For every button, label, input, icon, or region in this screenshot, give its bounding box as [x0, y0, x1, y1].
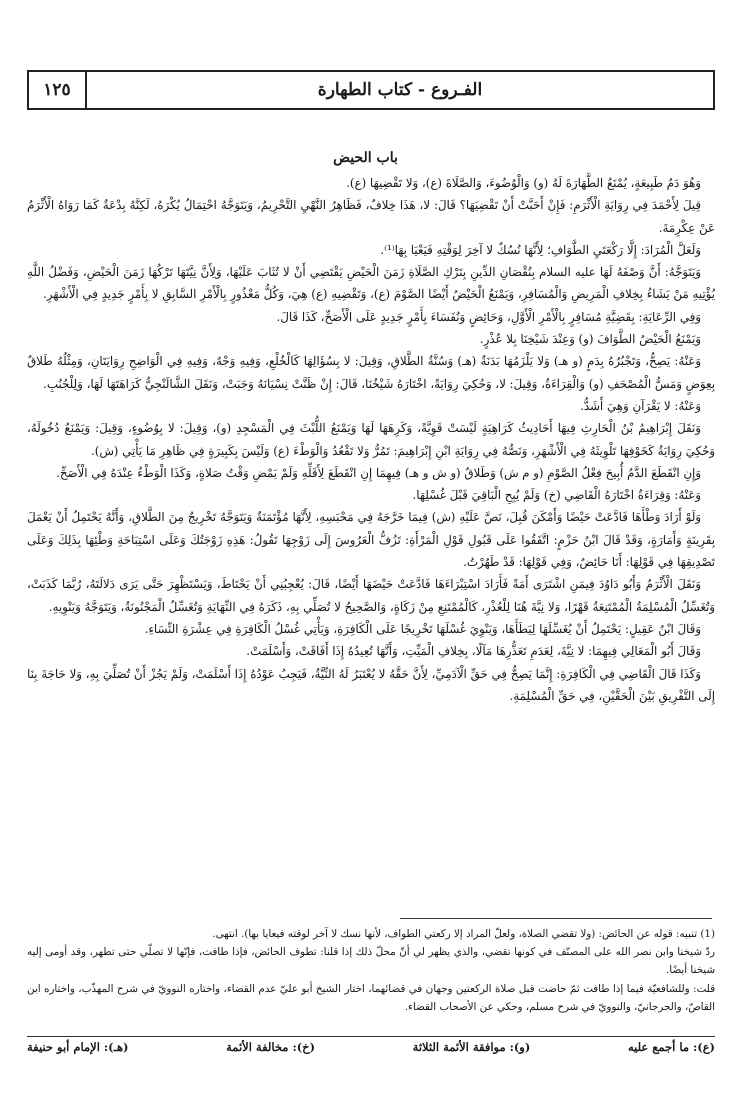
paragraph: قِيلَ لِأَحْمَدَ فِي رِوَايَةِ الْأَثْرَمِ: فَإِنْ أَحَبَّتْ أَنْ تَقْضِيَهَا؟ قَالَ: لا، هَذَا خِلافٌ، فَظَاهِرُ النَّهْيِ التَّحْرِيمُ، وَيَتَوَجَّهُ احْتِمَالُ يُكْرَهُ، لَكِنَّهُ بِدْعَةٌ كَمَا رَوَاهُ الْأَثْرَمُ عَنْ عِكْرِمَةَ.: [27, 198, 715, 235]
chapter-title: باب الحيض: [333, 150, 398, 166]
paragraph: وَعَنْهُ: وَقِرَاءَةٌ اخْتَارَهُ الْقَاضِي (خ) وَلَمْ يُبِحِ الْبَاقِيَ قَبْلَ غُسْلِهَا.: [412, 488, 701, 503]
paragraph: وَعَنْهُ: لا يَقْرَآنِ وَهِيَ أَشَدُّ.: [580, 398, 701, 413]
paragraph: وَلَوْ أَرَادَ وَطْأَهَا فَادَّعَتْ حَيْضًا وَأَمْكَنَ قُبِلَ، نَصَّ عَلَيْهِ (ش) فِيمَا خَرَّجَهُ فِي مَحْبَسِهِ، لِأَنَّهَا مُؤْتَمَنَةٌ وَيَتَوَجَّهُ تَخْرِيجٌ مِنَ الطَّلاقِ، وَأَنَّهُ يَحْتَمِلُ أَنْ يَعْمَلَ بِقَرِينَةٍ وَأَمَارَةٍ، وَقَدْ قَالَ ابْنُ حَزْمٍ: اتَّفَقُوا عَلَى قَبُولِ قَوْلِ الْمَرْأَةِ: تَزُفُّ الْعَرُوسَ إِلَى زَوْجِهَا تَقُولُ: هَذِهِ زَوْجَتُكَ وَعَلَى اسْتِبَاحَةِ وَطْئِهَا بِذَلِكَ وَعَلَى تَصْدِيقِهَا فِي قَوْلِهَا: أَنَا حَائِضٌ، وَفِي قَوْلِهَا: قَدْ طَهُرْتُ.: [27, 510, 715, 570]
paragraph: وَكَذَا قَالَ الْقَاضِي فِي الْكَافِرَةِ: إِنَّمَا يَصِحُّ فِي حَقِّ الْآدَمِيِّ، لِأَنَّ حَقَّهُ لا يُعْتَبَرُ لَهُ النِّيَّةُ، فَيَجِبُ عَوْدُهُ إِذَا أَسْلَمَتْ، وَلَمْ يَجُزْ أَنْ تُصَلِّيَ بِهِ، وَلا حَاجَةَ بِنَا إِلَى التَّفْرِيقِ بَيْنَ الْحَقَّيْنِ، فِي حَقِّ الْمُسْلِمَةِ.: [27, 666, 715, 703]
paragraph: وَيَمْنَعُ الْحَيْضُ الطَّوَافَ (و) وَعِنْدَ شَيْخِنَا بِلا عُذْرٍ.: [479, 332, 701, 347]
legend-item: (و): موافقة الأئمة الثلاثة: [412, 1040, 531, 1054]
paragraph: وَقَالَ أَبُو الْمَعَالِي فِيهِمَا: لا نِيَّةَ، لِعَدَمِ تَعَذُّرِهَا مَآلًا، بِخِلافِ الْمَيِّتِ، وَأَنَّهَا تُعِيدُهُ إِذَا أَفَاقَتْ، وَأَسْلَمَتْ.: [246, 644, 701, 659]
legend-item: (هـ): الإمام أبو حنيفة: [27, 1040, 129, 1054]
footnote: قلت: وللشافعيّة فيما إذا طافت ثمّ حاضت قبل صلاة الركعتين وجهان في قضائهما، اختار الشيخ أبو عليّ عدم القضاء، واختاره النوويّ في شرح المهذّب، واختاره ابن القاصّ، والجرجانيّ، والنوويّ في شرح مسلم، وحكي عن الأصحاب القضاء.: [27, 982, 715, 1013]
symbol-legend: [27, 1040, 715, 1054]
footnotes: [27, 925, 715, 1033]
paragraph: وَلَعَلَّ الْمُرَادَ: إِلَّا رَكْعَتَيِ الطَّوَافِ؛ لِأَنَّهَا نُسُكٌ لا آخِرَ لِوَقْتِهِ فَيَعْيَا بِهَا⁽¹⁾.: [380, 242, 701, 257]
legend-divider: [27, 1036, 715, 1037]
paragraph: وَيَتَوَجَّهُ: أَنَّ وَصْفَهُ لَهَا عليه السلام بِنُقْصَانِ الدِّينِ بِتَرْكِ الصَّلَاةِ زَمَنَ الْحَيْضِ يَقْتَضِي أَنْ لا تُثَابَ عَلَيْهَا، وَلِأَنَّ نِيَّتَهَا تَرْكُهَا زَمَنَ الْحَيْضِ، وَفَضْلُ اللَّهِ يُؤْتِيهِ مَنْ يَشَاءُ بِخِلافِ الْمَرِيضِ وَالْمُسَافِرِ، وَيَمْنَعُ الْحَيْضُ أَيْضًا الصَّوْمَ (ع)، وَتَقْضِيهِ (ع) هِيَ، وَكُلُّ مَعْذُورٍ بِالْأَمْرِ السَّابِقِ لا بِأَمْرٍ جَدِيدٍ فِي الْأَشْهَرِ.: [27, 265, 715, 302]
running-header: [27, 70, 715, 110]
paragraph: وَإِنِ انْقَطَعَ الدَّمُ أُبِيحَ فِعْلُ الصَّوْمِ (و م ش) وَطَلاقٌ (و ش و هـ) فِيهِمَا إِنِ انْقَطَعَ لِأَقَلِّهِ وَلَمْ يَمْضِ وَقْتُ صَلاةٍ، وَكَذَا الْوَطْءُ عِنْدَهُ فِي الْأَصَحِّ.: [56, 465, 701, 480]
paragraph: وَهُوَ دَمُ طَبِيعَةٍ، يُمْنَعُ الطَّهَارَةَ لَهُ (و) وَالْوُضُوءَ، وَالصَّلَاةَ (ع)، وَلا تَقْضِيهَا (ع).: [346, 176, 701, 190]
main-text: [27, 172, 715, 907]
footnote: ردّ شيخنا وابن نصر الله على المصنّف في كونها تقضي، والذي يظهر لي أنّ محلّ ذلك إذا قلنا: تطوف الحائض، فإذا طافت، فإنّها لا تصلّي حتى تطهر، وقد أومى إليه شيخنا أيضًا.: [27, 946, 715, 977]
header-title: الفـروع - كتاب الطهارة: [317, 80, 483, 100]
footnote-divider: [400, 918, 712, 919]
paragraph: وَنَقَلَ الْأَثْرَمُ وَأَبُو دَاوُدَ فِيمَنِ اشْتَرَى أَمَةً فَأَرَادَ اسْتِبْرَاءَهَا فَادَّعَتْ حَيْضَهَا أَيْضًا، قَالَ: يُعْجِبُنِي أَنْ يَحْتَاطَ، وَيَسْتَظْهِرَ حَتَّى يَرَى دَلالَتَهُ، رُبَّمَا كَذَبَتْ، وَتُغَسِّلُ الْمُسْلِمَةُ الْمُمْتَنِعَةُ قَهْرًا، وَلا نِيَّةَ هُنَا لِلْعُذْرِ، كَالْمُمْتَنِعِ مِنْ زَكَاةٍ، وَالصَّحِيحُ لا تُصَلِّي بِهِ، ذَكَرَهُ فِي النِّهَايَةِ وَتُغَسِّلُ الْمَجْنُونَةُ، وَيَتَوَجَّهُ وَيَنْوِيهِ.: [27, 577, 715, 614]
legend-item: (خ): مخالفة الأئمة: [226, 1040, 316, 1054]
footnote: (1) تنبيه: قوله عن الحائض: (ولا تقضي الصلاة، ولعلّ المراد إلا ركعتي الطواف، لأنها نسك لا آخر لوقته فيعايا بها). انتهى.: [212, 928, 715, 940]
paragraph: وَقَالَ ابْنُ عَقِيلٍ: يَحْتَمِلُ أَنْ يُغَسِّلَهَا لِيَطَأَهَا، وَيَنْوِيَ غُسْلَهَا تَخْرِيجًا عَلَى الْكَافِرَةِ، وَيَأْتِي غُسْلُ الْكَافِرَةِ فِي عِشْرَةِ النِّسَاءِ.: [144, 621, 701, 636]
paragraph: وَنَقَلَ إِبْرَاهِيمُ بْنُ الْحَارِثِ فِيهَا أَحَادِيثُ كَرَاهِيَةٍ لَيْسَتْ قَوِيَّةً، وَكَرِهَهَا لَهَا وَيَمْنَعُ اللُّبْثَ فِي الْمَسْجِدِ (و)، وَقِيلَ: لا بِوُضُوءٍ، وَقِيلَ: وَيَمْنَعُ دُخُولَهُ، وَحُكِيَ رِوَايَةُ كَخَوْفِهَا تَلْوِيثَهُ فِي الْأَشْهَرِ، وَنَصُّهُ فِي رِوَايَةِ ابْنِ إِبْرَاهِيمَ: تَمُرُّ وَلا تَقْعُدُ وَالْوَطْءَ (ع) وَلَيْسَ بِكَبِيرَةٍ فِي ظَاهِرِ مَا يَأْتِي (ش).: [27, 421, 715, 458]
page-number: ١٢٥: [29, 72, 87, 108]
paragraph: وَعَنْهُ: يَصِحُّ، وَتَجْبُرُهُ بِدَمٍ (و هـ) وَلا يَلْزَمُهَا بَدَنَةٌ (هـ) وَسُنَّةُ الطَّلاقِ، وَقِيلَ: لا بِسُؤَالِهَا كَالْخُلْعِ، وَفِيهِ وَجْهٌ، وَفِيهِ فِي الْوَاضِحِ رِوَايَتَانِ، وَمِثْلُهُ طَلاقٌ بِعِوَضٍ وَمَسُّ الْمُصْحَفِ (و) وَالْقِرَاءَةُ، وَقِيلَ: لا، وَحُكِيَ رِوَايَةً، اخْتَارَهُ شَيْخُنَا، قَالَ: إِنْ ظَنَّتْ نِسْيَانَهُ وَجَبَتْ، وَنَقَلَ الشَّالَنْجِيُّ كَرَاهَتَهَا لَهَا، وَلِلْجُنُبِ.: [27, 354, 715, 391]
paragraph: وَفِي الرِّعَايَةِ: بِقَضِيَّةِ مُسَافِرٍ بِالْأَمْرِ الْأَوَّلِ، وَحَائِضٍ وَنُفَسَاءَ بِأَمْرٍ جَدِيدٍ عَلَى الْأَصَحِّ، كَذَا قَالَ.: [276, 309, 701, 324]
legend-item: (ع): ما أجمع عليه: [627, 1040, 715, 1054]
